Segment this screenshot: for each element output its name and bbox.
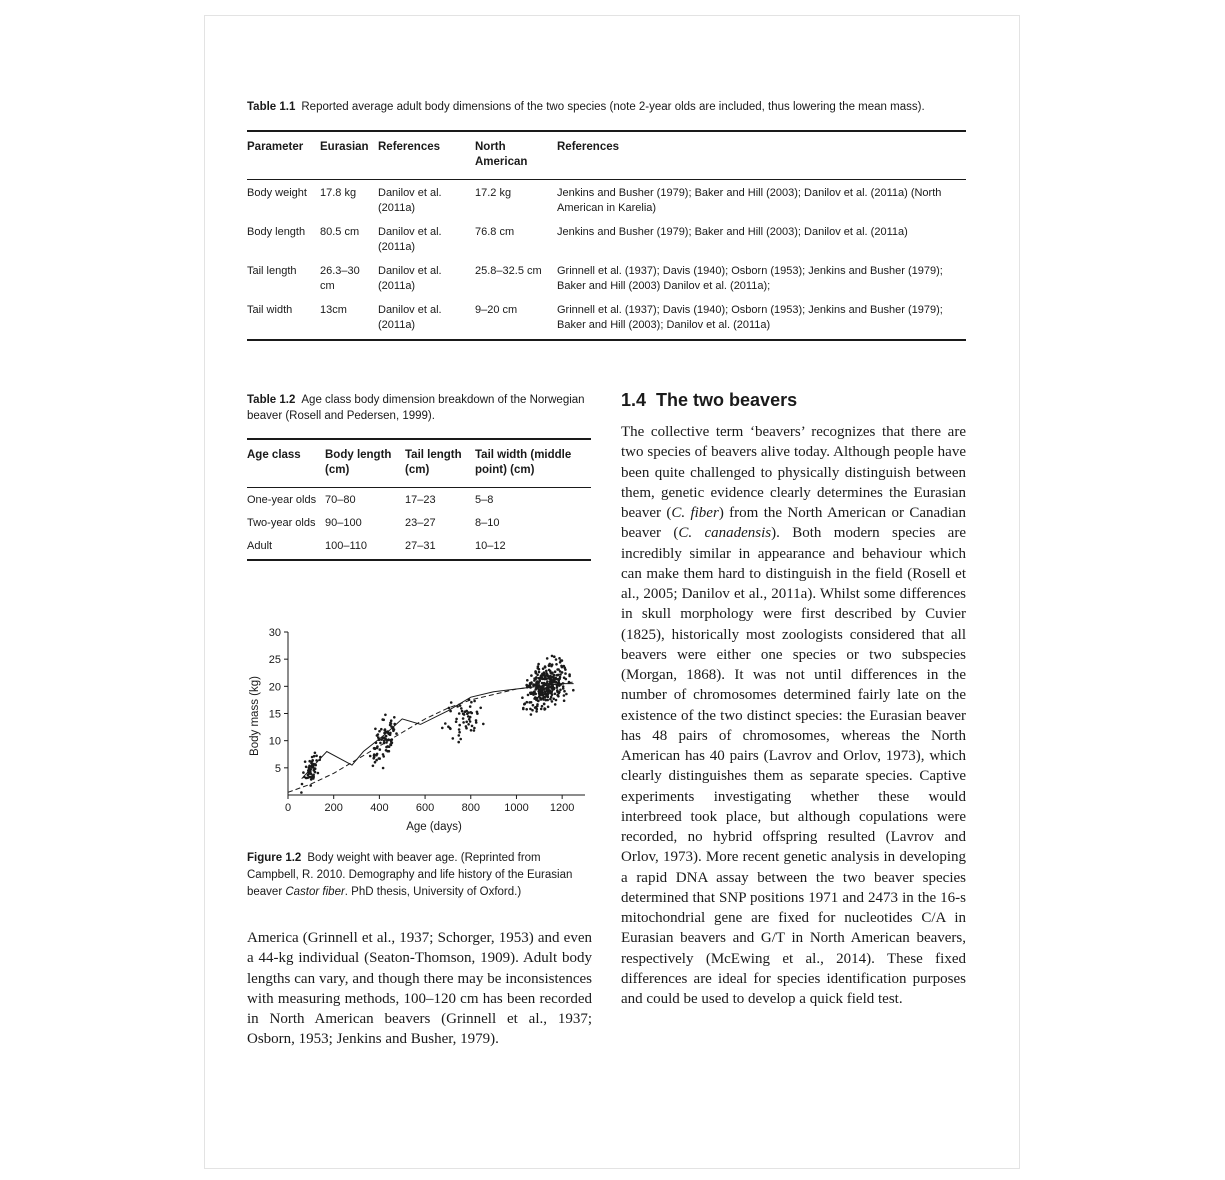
data-point <box>537 663 540 666</box>
data-point <box>538 695 541 698</box>
table-cell: Danilov et al. (2011a) <box>378 187 442 214</box>
table-cell: Danilov et al. (2011a) <box>378 265 442 292</box>
data-point <box>384 714 387 717</box>
data-point <box>473 727 476 730</box>
data-point <box>308 766 311 769</box>
table-cell: 76.8 cm <box>475 226 515 238</box>
data-point <box>372 757 375 760</box>
data-point <box>546 680 549 683</box>
left-column-text <box>247 928 592 1050</box>
data-point <box>548 664 551 667</box>
table-1-2-caption <box>247 392 591 424</box>
data-point <box>525 708 528 711</box>
data-point <box>563 699 566 702</box>
data-point <box>385 735 388 738</box>
data-point <box>558 679 561 682</box>
data-point <box>470 711 473 714</box>
x-axis-label: Age (days) <box>406 821 462 833</box>
table-header-row <box>247 131 966 180</box>
data-point <box>541 678 544 681</box>
data-point <box>536 705 539 708</box>
chart-points <box>300 655 574 794</box>
data-point <box>473 729 476 732</box>
table-cell: Body length <box>247 226 306 238</box>
data-point <box>530 713 533 716</box>
data-point <box>568 675 571 678</box>
data-point <box>458 731 461 734</box>
data-point <box>300 791 303 794</box>
data-point <box>555 663 558 666</box>
table-cell: 13cm <box>320 304 347 316</box>
data-point <box>534 706 537 709</box>
data-point <box>541 705 544 708</box>
data-point <box>471 725 474 728</box>
species-name: C. fiber <box>671 505 719 521</box>
data-point <box>374 728 377 731</box>
data-point <box>395 732 398 735</box>
data-point <box>389 743 392 746</box>
table-1-1 <box>247 130 966 341</box>
data-point <box>565 678 568 681</box>
data-point <box>553 655 556 658</box>
column-header: Parameter <box>247 141 304 153</box>
data-point <box>556 689 559 692</box>
data-point <box>538 671 541 674</box>
data-point <box>552 685 555 688</box>
x-tick-label: 200 <box>324 802 343 814</box>
data-point <box>559 661 562 664</box>
data-point <box>535 710 538 713</box>
data-point <box>544 690 547 693</box>
data-point <box>534 693 537 696</box>
section-heading <box>621 390 797 411</box>
data-point <box>393 716 396 719</box>
table-cell: Grinnell et al. (1937); Davis (1940); Osborn (1953); Jenkins and Busher (1979); Baker and Hill (2003) Danilov et al. (2011a); <box>557 265 943 292</box>
data-point <box>317 772 320 775</box>
data-point <box>313 755 316 758</box>
data-point <box>470 701 473 704</box>
data-point <box>301 783 304 786</box>
data-point <box>551 663 554 666</box>
body-mass-scatter-chart <box>240 620 600 840</box>
data-point <box>548 689 551 692</box>
column-header: Tail width (middle point) (cm) <box>475 449 572 476</box>
data-point <box>469 705 472 708</box>
figure-caption-tail: . PhD thesis, University of Oxford.) <box>344 886 522 898</box>
chart-lines <box>288 682 574 792</box>
data-point <box>469 720 472 723</box>
column-header: Eurasian <box>320 141 369 153</box>
data-point <box>549 698 552 701</box>
data-point <box>304 760 307 763</box>
data-point <box>315 755 318 758</box>
column-header: References <box>378 141 441 153</box>
data-point <box>467 723 470 726</box>
data-point <box>554 703 557 706</box>
data-point <box>376 734 379 737</box>
table-cell: 70–80 <box>325 494 356 506</box>
data-point <box>302 771 305 774</box>
data-point <box>462 721 465 724</box>
table-row <box>247 258 966 297</box>
data-point <box>382 753 385 756</box>
data-point <box>307 774 310 777</box>
fitted-curve-dashed <box>288 682 574 792</box>
data-point <box>557 695 560 698</box>
data-point <box>482 723 485 726</box>
table-cell: 100–110 <box>325 540 368 552</box>
data-point <box>473 700 476 703</box>
data-point <box>314 752 317 755</box>
data-point <box>386 745 389 748</box>
data-point <box>535 672 538 675</box>
data-point <box>378 730 381 733</box>
table-cell: 9–20 cm <box>475 304 518 316</box>
data-point <box>546 673 549 676</box>
table-cell: Grinnell et al. (1937); Davis (1940); Osborn (1953); Jenkins and Busher (1979); Baker and Hill (2003); Danilov et al. (2011a) <box>557 304 943 331</box>
data-point <box>521 696 524 699</box>
table-1-1-caption <box>247 101 967 113</box>
table-cell: One-year olds <box>247 494 317 506</box>
table-cell: Jenkins and Busher (1979); Baker and Hill (2003); Danilov et al. (2011a) (North American in Karelia) <box>557 187 942 214</box>
data-point <box>537 667 540 670</box>
data-point <box>565 693 568 696</box>
data-point <box>312 774 315 777</box>
species-name: C. canadensis <box>678 525 772 542</box>
data-point <box>540 692 543 695</box>
data-point <box>558 657 561 660</box>
data-point <box>563 690 566 693</box>
data-point <box>389 732 392 735</box>
data-point <box>542 667 545 670</box>
data-point <box>561 671 564 674</box>
y-tick-label: 30 <box>268 627 281 639</box>
data-point <box>313 769 316 772</box>
data-point <box>543 671 546 674</box>
table-row <box>247 219 966 258</box>
data-point <box>379 748 382 751</box>
data-point <box>448 707 451 710</box>
x-tick-label: 1000 <box>504 802 529 814</box>
data-point <box>461 710 464 713</box>
data-point <box>465 725 468 728</box>
table-1-2-label: Table 1.2 <box>247 394 296 406</box>
column-header: North American <box>475 141 528 168</box>
data-point <box>542 697 545 700</box>
data-point <box>547 692 550 695</box>
y-tick-label: 15 <box>268 708 281 721</box>
data-point <box>373 753 376 756</box>
data-point <box>467 711 470 714</box>
figure-1-2-caption <box>247 850 593 901</box>
data-point <box>375 754 378 757</box>
figure-caption-text: Body weight with beaver age. (Reprinted from Campbell, R. 2010. Demography and life history of the Eurasian beaver <box>247 852 573 898</box>
data-point <box>540 689 543 692</box>
data-point <box>386 750 389 753</box>
table-row <box>247 297 966 340</box>
data-point <box>450 701 453 704</box>
table-cell: Body weight <box>247 187 307 199</box>
paragraph-segment: ). Both modern species are incredibly similar in appearance and behaviour which can make them hard to distinguish in the field (Rosell et al., 2005; Danilov et al., 2011a). Whilst some differences in skull morphology were first described by Cuvier (1825), historically most zoologists considered that all beavers were either one species or two subspecies (Morgan, 1868). It was not until differences in the number of chromosomes determined fairly late on the existence of the two distinct species: the Eurasian beaver has 48 pairs of chromosomes, whereas the North American has 40 pairs (Lavrov and Orlov, 1973), which clearly distinguishes them as separate species. Captive experiments investigating whether these would interbreed took place, but although copulations were recorded, no hybrid offspring resulted (Lavrov and Orlov, 1973). More recent genetic analysis in developing a rapid DNA assay between the two beaver species determined that SNP positions 1971 and 2473 in the 16-s mitochondrial gene are fixed for nucleotides C/A in Eurasian beavers and G/T in North American beavers, respectively (McEwing et al., 2014). These fixed differences are ideal for species identification purposes and could be used to develop a quick field test. <box>621 525 966 1007</box>
data-point <box>312 777 315 780</box>
data-point <box>551 679 554 682</box>
data-point <box>523 703 526 706</box>
table-cell: Jenkins and Busher (1979); Baker and Hill (2003); Danilov et al. (2011a) <box>557 226 908 238</box>
data-point <box>462 717 465 720</box>
data-point <box>537 700 540 703</box>
column-header: Body length (cm) <box>325 449 392 476</box>
column-header: Age class <box>247 449 301 461</box>
data-point <box>535 697 538 700</box>
paragraph-segment: ) from the North American or Canadian beaver ( <box>621 505 966 542</box>
data-point <box>375 759 378 762</box>
data-point <box>470 729 473 732</box>
table-1-1-label: Table 1.1 <box>247 101 296 113</box>
data-point <box>543 688 546 691</box>
data-point <box>544 677 547 680</box>
table-cell: 17.8 kg <box>320 187 357 199</box>
y-tick-label: 20 <box>268 681 281 694</box>
data-point <box>380 738 383 741</box>
column-header: Tail length (cm) <box>405 449 462 476</box>
table-cell: 10–12 <box>475 540 506 552</box>
data-point <box>458 728 461 731</box>
data-point <box>372 765 375 768</box>
paragraph: America (Grinnell et al., 1937; Schorger, 1953) and even a 44-kg individual (Seaton-Thomson, 1909). Adult body lengths can vary, and though there may be inconsistences with measuring methods, 100–120 cm has been recorded in North American beavers (Grinnell et al., 1937; Osborn, 1953; Jenkins and Busher, 1979). <box>247 930 592 1048</box>
data-point <box>475 719 478 722</box>
data-point <box>308 760 311 763</box>
table-cell: Two-year olds <box>247 517 316 529</box>
table-cell: 17–23 <box>405 494 436 506</box>
data-point <box>546 657 549 660</box>
data-point <box>543 703 546 706</box>
data-point <box>459 704 462 707</box>
data-point <box>381 718 384 721</box>
data-point <box>459 738 462 741</box>
data-point <box>559 673 562 676</box>
table-cell: 90–100 <box>325 517 362 529</box>
section-title: The two beavers <box>656 390 798 410</box>
data-point <box>305 766 308 769</box>
table-cell: 27–31 <box>405 540 436 552</box>
data-point <box>479 707 482 710</box>
data-point <box>560 665 563 668</box>
data-point <box>539 680 542 683</box>
data-point <box>540 708 543 711</box>
data-point <box>527 694 530 697</box>
x-tick-label: 800 <box>461 802 480 814</box>
data-point <box>476 711 479 714</box>
data-point <box>555 678 558 681</box>
y-tick-label: 5 <box>274 762 281 775</box>
data-point <box>562 685 565 688</box>
data-point <box>455 718 458 721</box>
data-point <box>556 674 559 677</box>
table-cell: 25.8–32.5 cm <box>475 265 542 277</box>
data-point <box>311 759 314 762</box>
data-point <box>549 680 552 683</box>
data-point <box>458 712 461 715</box>
data-point <box>564 672 567 675</box>
data-point <box>551 655 554 658</box>
data-point <box>546 688 549 691</box>
data-point <box>572 689 575 692</box>
data-point <box>537 677 540 680</box>
table-cell: 80.5 cm <box>320 226 360 238</box>
table-1-2 <box>247 438 591 561</box>
data-point <box>545 670 548 673</box>
x-tick-label: 400 <box>370 802 389 814</box>
data-point <box>380 728 383 731</box>
data-point <box>543 708 546 711</box>
data-point <box>458 734 461 737</box>
data-point <box>378 757 381 760</box>
table-cell: 17.2 kg <box>475 187 512 199</box>
section-number: 1.4 <box>621 390 647 410</box>
table-cell: Adult <box>247 540 273 552</box>
table-cell: 5–8 <box>475 494 494 506</box>
table-cell: 8–10 <box>475 517 500 529</box>
data-point <box>549 670 552 673</box>
mean-trend-line <box>302 684 574 779</box>
data-point <box>310 772 313 775</box>
table-cell: 23–27 <box>405 517 436 529</box>
data-point <box>555 658 558 661</box>
table-header-row <box>247 439 591 488</box>
data-point <box>554 670 557 673</box>
table-row <box>247 511 591 534</box>
data-point <box>390 722 393 725</box>
table-cell: 26.3–30 cm <box>320 265 360 292</box>
data-point <box>529 683 532 686</box>
table-cell: Tail length <box>247 265 297 277</box>
data-point <box>549 675 552 678</box>
data-point <box>551 672 554 675</box>
section-paragraph <box>621 422 966 1009</box>
y-tick-label: 10 <box>268 735 281 748</box>
table-cell: Danilov et al. (2011a) <box>378 304 442 331</box>
data-point <box>460 707 463 710</box>
data-point <box>555 699 558 702</box>
data-point <box>522 708 525 711</box>
data-point <box>457 741 460 744</box>
data-point <box>462 713 465 716</box>
data-point <box>383 729 386 732</box>
data-point <box>547 677 550 680</box>
table-row <box>247 488 591 512</box>
data-point <box>374 761 377 764</box>
data-point <box>551 700 554 703</box>
data-point <box>534 688 537 691</box>
data-point <box>441 727 444 730</box>
data-point <box>554 693 557 696</box>
data-point <box>554 681 557 684</box>
x-tick-label: 1200 <box>549 802 575 814</box>
data-point <box>444 722 447 725</box>
data-point <box>531 692 534 695</box>
data-point <box>540 674 543 677</box>
table-cell: Danilov et al. (2011a) <box>378 226 442 253</box>
data-point <box>385 741 388 744</box>
data-point <box>458 724 461 727</box>
paragraph-segment: The collective term ‘beavers’ recognizes that there are two species of beavers alive today. Although people have been quite challenged to physically distinguish between them, genetic evidence clearly determines the Eurasian beaver ( <box>621 424 966 521</box>
table-1-2-caption-text: Age class body dimension breakdown of the Norwegian beaver (Rosell and Pedersen, 1999). <box>247 394 585 422</box>
data-point <box>547 706 550 709</box>
data-point <box>452 737 455 740</box>
data-point <box>455 720 458 723</box>
x-tick-label: 0 <box>284 802 292 814</box>
figure-caption-species: Castor fiber <box>285 886 345 898</box>
data-point <box>546 699 549 702</box>
data-point <box>393 728 396 731</box>
data-point <box>465 721 468 724</box>
x-tick-label: 600 <box>415 802 435 814</box>
table-1-1-caption-text: Reported average adult body dimensions of the two species (note 2-year olds are included, thus lowering the mean mass). <box>301 101 925 113</box>
data-point <box>534 678 537 681</box>
table-row <box>247 180 966 220</box>
data-point <box>530 701 533 704</box>
data-point <box>382 767 385 770</box>
data-point <box>309 784 312 787</box>
data-point <box>379 742 382 745</box>
data-point <box>532 704 535 707</box>
data-point <box>564 668 567 671</box>
table-row <box>247 534 591 560</box>
data-point <box>530 674 533 677</box>
data-point <box>526 679 529 682</box>
y-tick-label: 25 <box>268 654 281 667</box>
figure-1-2-label: Figure 1.2 <box>247 852 302 864</box>
column-header: References <box>557 141 620 153</box>
data-point <box>531 709 534 712</box>
data-point <box>559 689 562 692</box>
data-point <box>369 755 372 758</box>
data-point <box>449 728 452 731</box>
table-cell: Tail width <box>247 304 293 316</box>
data-point <box>552 698 555 701</box>
data-point <box>563 694 566 697</box>
y-axis-label: Body mass (kg) <box>249 676 261 756</box>
